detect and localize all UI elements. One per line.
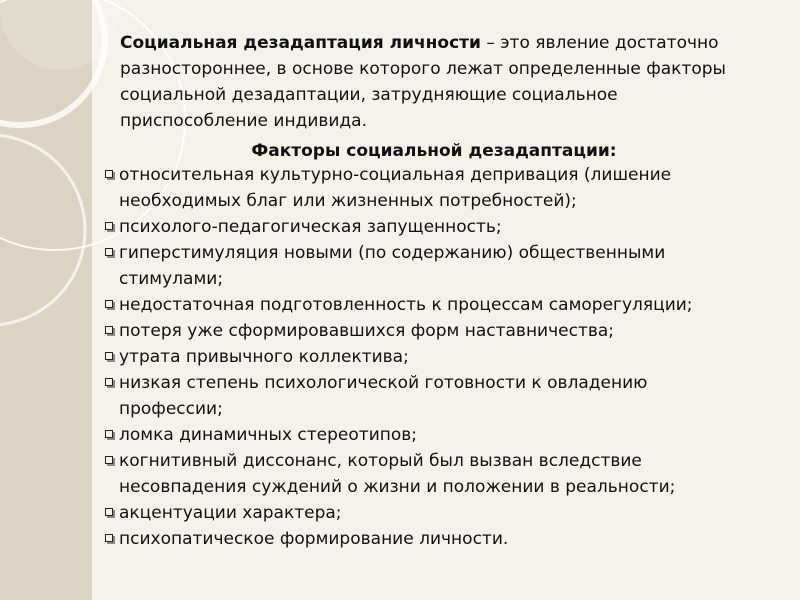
intro-paragraph [120, 30, 770, 134]
checkbox-bullet-icon [105, 326, 113, 334]
checkbox-bullet-icon [105, 248, 113, 256]
list-item [103, 344, 753, 370]
list-item [103, 448, 753, 500]
list-item [103, 240, 753, 292]
list-item-text: гиперстимуляция новыми (по содержанию) общественными стимулами; [119, 243, 666, 289]
intro-definition: – это явление достаточно разностороннее, в основе которого лежат определенные факторы социальной дезадаптации, затрудняющие социальное приспособление индивида. [120, 33, 726, 131]
list-item-text: недостаточная подготовленность к процессам саморегуляции; [119, 295, 693, 315]
list-item [103, 318, 753, 344]
checkbox-bullet-icon [105, 430, 113, 438]
checkbox-bullet-icon [105, 378, 113, 386]
list-item-text: низкая степень психологической готовности к овладению профессии; [119, 373, 648, 419]
list-item [103, 214, 753, 240]
checkbox-bullet-icon [105, 300, 113, 308]
checkbox-bullet-icon [105, 508, 113, 516]
list-item-text: потеря уже сформировавшихся форм наставничества; [119, 321, 615, 341]
list-item-text: психопатическое формирование личности. [119, 529, 509, 549]
checkbox-bullet-icon [105, 170, 113, 178]
factors-list [103, 162, 753, 552]
list-item [103, 526, 753, 552]
list-item-text: относительная культурно-социальная депривация (лишение необходимых благ или жизненных потребностей); [119, 165, 672, 211]
list-item-text: утрата привычного коллектива; [119, 347, 409, 367]
list-item-text: когнитивный диссонанс, который был вызван вследствие несовпадения суждений о жизни и положении в реальности; [119, 451, 676, 497]
checkbox-bullet-icon [105, 352, 113, 360]
list-item [103, 370, 753, 422]
list-item [103, 422, 753, 448]
intro-term: Социальная дезадаптация личности [120, 33, 481, 53]
checkbox-bullet-icon [105, 534, 113, 542]
list-item [103, 500, 753, 526]
list-item-text: акцентуации характера; [119, 503, 342, 523]
list-item-text: ломка динамичных стереотипов; [119, 425, 418, 445]
list-item-text: психолого-педагогическая запущенность; [119, 217, 502, 237]
list-item [103, 162, 753, 214]
list-item [103, 292, 753, 318]
left-panel [0, 0, 92, 600]
factors-heading: Факторы социальной дезадаптации: [251, 141, 617, 161]
checkbox-bullet-icon [105, 222, 113, 230]
checkbox-bullet-icon [105, 456, 113, 464]
